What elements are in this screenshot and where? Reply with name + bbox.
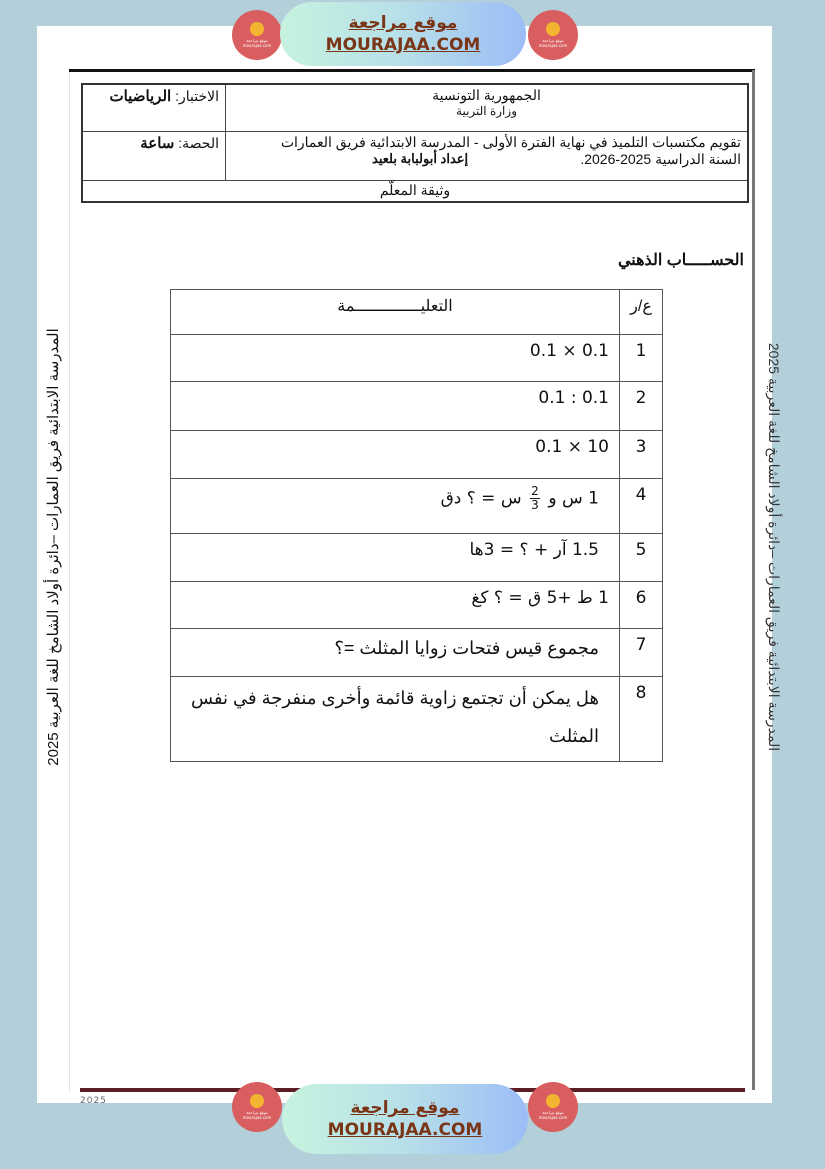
row-num: 8	[620, 677, 663, 762]
row-question: مجموع قيس فتحات زوايا المثلث =؟	[171, 629, 620, 677]
watermark-english: MOURAJAA.COM	[327, 1120, 483, 1140]
logo-left-icon[interactable]: موقع مراجعة mourajaa.com	[232, 1082, 282, 1132]
row-question: هل يمكن أن تجتمع زاوية قائمة وأخرى منفرجة في نفس المثلث	[171, 677, 620, 762]
row-question: 1.5 آر + ؟ = 3ها	[171, 534, 620, 582]
watermark-bottom	[0, 1082, 825, 1152]
session-cell	[82, 132, 226, 181]
col-instruction-header: التعليــــــــــــــمة	[171, 290, 620, 335]
table-row	[171, 629, 663, 677]
logo-left-icon[interactable]: موقع مراجعة mourajaa.com	[232, 10, 282, 60]
row-question	[171, 431, 620, 479]
row-num: 5	[620, 534, 663, 582]
side-text-right: المدرسة الابتدائية فريق العمارات –دائرة أولاد الشامخ للغة العربية 2025	[766, 342, 782, 752]
table-row	[171, 582, 663, 629]
row-num: 1	[620, 335, 663, 382]
watermark-link[interactable]	[280, 2, 526, 66]
watermark-link[interactable]	[282, 1084, 528, 1154]
ministry-label: وزارة التربية	[456, 104, 517, 118]
session-label: الحصة:	[178, 135, 219, 151]
school-year: السنة الدراسية 2025-2026.	[580, 151, 741, 167]
evaluation-cell	[226, 132, 749, 181]
table-row	[171, 534, 663, 582]
fraction-numerator: 2	[531, 484, 539, 498]
questions-table	[170, 289, 663, 762]
watermark-arabic: موقع مراجعة	[350, 1098, 460, 1118]
exam-value: الرياضيات	[109, 88, 172, 105]
question-text-part-b: س = ؟ دق	[440, 488, 522, 509]
doc-type-label: وثيقة المعلّم	[379, 182, 451, 198]
watermark-arabic: موقع مراجعة	[348, 13, 458, 33]
table-row	[171, 335, 663, 382]
side-text-left: المدرسة الابتدائية فريق العمارات –دائرة أولاد الشامخ للغة العربية 2025	[45, 328, 62, 766]
prepared-by: إعداد أبولبابة بلعيد	[372, 151, 469, 166]
question-text: 0.1 : 0.1	[538, 388, 609, 408]
section-title: الحســـــاب الذهني	[617, 252, 744, 269]
header-table	[81, 83, 749, 203]
fraction	[530, 485, 540, 512]
table-row	[171, 677, 663, 762]
col-num-header: ع/ر	[620, 290, 663, 335]
row-num: 6	[620, 582, 663, 629]
footer-text: 2025	[80, 1096, 107, 1106]
exam-label: الاختبار:	[175, 88, 219, 104]
question-text: 0.1 × 0.1	[529, 341, 609, 361]
doc-type-cell	[82, 181, 748, 203]
table-header-row	[171, 290, 663, 335]
row-question: 1 ط +5 ق = ؟ كغ	[171, 582, 620, 629]
logo-right-icon[interactable]: موقع مراجعة mourajaa.com	[528, 1082, 578, 1132]
table-row	[171, 431, 663, 479]
row-num: 3	[620, 431, 663, 479]
evaluation-title: تقويم مكتسبات التلميذ في نهاية الفترة الأولى - المدرسة الابتدائية فريق العمارات	[280, 134, 741, 150]
institution-cell	[226, 84, 749, 132]
row-question	[171, 335, 620, 382]
table-row	[171, 479, 663, 534]
watermark-english: MOURAJAA.COM	[325, 35, 481, 55]
fraction-denominator: 3	[531, 498, 539, 512]
republic-label: الجمهورية التونسية	[432, 87, 541, 103]
logo-right-icon[interactable]: موقع مراجعة mourajaa.com	[528, 10, 578, 60]
session-value: ساعة	[140, 135, 175, 152]
row-question	[171, 382, 620, 431]
row-num: 4	[620, 479, 663, 534]
frame-right-line	[752, 70, 755, 1090]
frame-left-line	[69, 72, 70, 1092]
question-text-part-a: 1 س و	[548, 488, 599, 509]
row-num: 2	[620, 382, 663, 431]
watermark-top	[0, 2, 825, 72]
row-num: 7	[620, 629, 663, 677]
question-text: 0.1 × 10	[535, 437, 609, 457]
row-question	[171, 479, 620, 534]
table-row	[171, 382, 663, 431]
exam-cell	[82, 84, 226, 132]
